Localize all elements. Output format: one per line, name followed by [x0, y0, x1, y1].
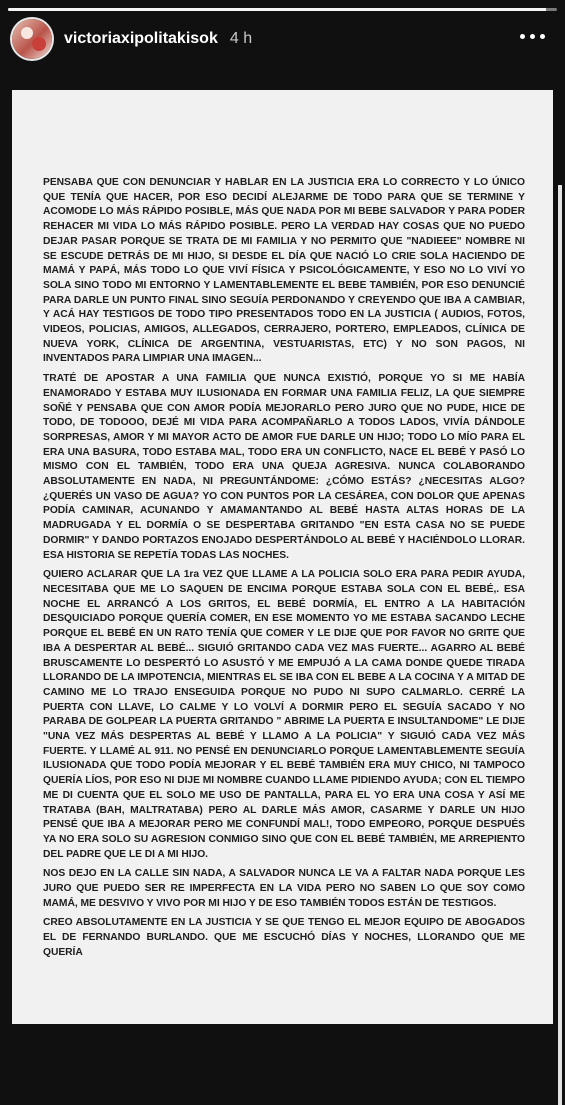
paragraph: TRATÉ DE APOSTAR A UNA FAMILIA QUE NUNCA EXISTIÓ, PORQUE YO SI ME HABÍA ENAMORADO Y ESTABA MUY ILUSIONADA EN FORMAR UNA FAMILIA FELIZ, LA QUE SIEMPRE SOÑÉ Y PENSABA QUE CON AMOR PODÍA MEJORARLO PERO JURO QUE NO PUDE, HICE DE TODO, DE TODOOO, DEJÉ MI VIDA PARA ACOMPAÑARLO A TODOS LADOS, VIVÍA DÁNDOLE SORPRESAS, AMOR Y MI MAYOR ACTO DE AMOR FUE DARLE UN HIJO; TODO LO MÍO PARA EL ERA UNA BASURA, TODO ESTABA MAL, TODO ERA UN CONFLICTO, NACE EL BEBÉ Y PASÓ LO MISMO CON EL TAMBIÉN, TODO ERA UNA QUEJA AGRESIVA. NUNCA COLABORANDO ABSOLUTAMENTE EN NADA, NI PREGUNTÁNDOME: ¿CÓMO ESTÁS? ¿NECESITAS ALGO? ¿QUERÉS UN VASO DE AGUA? YO CON PUNTOS POR LA CESÁREA, CON DOLOR QUE APENAS PODÍA CAMINAR, ACUNANDO Y AMAMANTANDO AL BEBÉ HASTA ALTAS HORAS DE LA MADRUGADA Y EL DORMÍA O SE DESPERTABA GRITANDO "EN ESTA CASA NO SE PUEDE DORMIR" Y DANDO PORTAZOS ENOJADO DESPERTÁNDOLO AL BEBÉ Y HACIÉNDOLO LLORAR. ESA HISTORIA SE REPETÍA TODAS LAS NOCHES.: [43, 373, 525, 561]
paragraph: PENSABA QUE CON DENUNCIAR Y HABLAR EN LA JUSTICIA ERA LO CORRECTO Y LO ÚNICO QUE TENÍA QUE HACER, POR ESO DECIDÍ ALEJARME DE TODO PARA QUE SE TERMINE Y ACOMODE LO MÁS RÁPIDO POSIBLE, MÁS QUE NADA POR MI BEBE SALVADOR Y PARA PODER REHACER MI VIDA LO MÁS RÁPIDO POSIBLE. PERO LA VERDAD HAY COSAS QUE NO PUEDO DEJAR PASAR PORQUE SE TRATA DE MI FAMILIA Y NO PERMITO QUE "NADIEEE" NOMBRE NI SE ESCUDE DETRÁS DE MI HIJO, SI DESDE EL DÍA QUE NACIÓ LO CRIE SOLA HACIENDO DE MAMÁ Y PAPÁ, MÁS TODO LO QUE VIVÍ FÍSICA Y PSICOLÓGICAMENTE, Y ESO NO LO VIVÍ YO SOLA SINO TODO MI ENTORNO Y LAMENTABLEMENTE EL BEBE TAMBIÉN, POR ESO DENUNCIÉ PARA DARLE UN PUNTO FINAL SINO SEGUÍA PERDONANDO Y CREYENDO QUE IBA A CAMBIAR, Y ACÁ HAY TESTIGOS DE TODO TIPO PRESENTADOS TODO EN LA JUSTICIA ( AUDIOS, FOTOS, VIDEOS, POLICIAS, AMIGOS, ALLEGADOS, CERRAJERO, PORTERO, EMPLEADOS, CLÍNICA DE NUEVA YORK, CLÍNICA DE ARGENTINA, VESTUARISTAS, ETC) Y NO SON PAGOS, NI INVENTADOS PARA LIMPIAR UNA IMAGEN...: [43, 177, 525, 365]
story-header: [0, 14, 565, 64]
statement-text: [43, 176, 525, 966]
more-dot: [530, 34, 535, 39]
story-progress-fill: [8, 8, 546, 11]
story-progress-bar: [8, 8, 557, 11]
more-dot: [520, 34, 525, 39]
avatar-detail: [21, 27, 33, 39]
username[interactable]: victoriaxipolitakisok: [64, 30, 218, 47]
story-image: [12, 90, 553, 1024]
paragraph: QUIERO ACLARAR QUE LA 1ra VEZ QUE LLAME A LA POLICIA SOLO ERA PARA PEDIR AYUDA, NECESITABA QUE ME LO SAQUEN DE ENCIMA PORQUE ESTABA SOLA CON EL BEBÉ,. ESA NOCHE EL ARRANCÓ A LOS GRITOS, EL BEBÉ DORMÍA, EL ENTRO A LA HABITACIÓN DESQUICIADO PORQUE QUERÍA COMER, EN ESE MOMENTO YO ME ESTABA SACANDO LECHE PORQUE EL BEBÉ EN UN RATO TENÍA QUE COMER Y LE DIJE QUE POR FAVOR NO GRITE QUE IBA A DESPERTAR AL BEBÉ... SIGUIÓ GRITANDO CADA VEZ MAS FUERTE... AGARRO AL BEBÉ BRUSCAMENTE LO DESPERTÓ LO ASUSTÓ Y ME EMPUJÓ A LA CAMA DONDE QUEDE TIRADA LLORANDO DE LA IMPOTENCIA, MIENTRAS EL SE IBA CON EL BEBE A LA COCINA Y A MITAD DE CAMINO ME LO TRAJO ENSEGUIDA PORQUE NO PUDO NI SUPO CALMARLO. CERRÉ LA PUERTA CON LLAVE, LO CALME Y LO VOLVÍ A DORMIR PERO EL SEGUÍA SACADO Y NO PARABA DE GOLPEAR LA PUERTA GRITANDO " ABRIME LA PUERTA E INSULTANDOME" LE DIJE "UNA VEZ MÁS DESPERTAS AL BEBÉ Y LLAMO A LA POLICIA" Y SIGUIÓ CADA VEZ MÁS FUERTE. Y LLAMÉ AL 911. NO PENSÉ EN DENUNCIARLO PORQUE LAMENTABLEMENTE SEGUÍA ILUSIONADA QUE TODO PODÍA MEJORAR Y EL BEBÉ TAMBIÉN ERA MUY CHICO, NI TAMPOCO QUERÍA LÍOS, POR ESO NI DIJE MI NOMBRE CUANDO LLAME PIDIENDO AYUDA; CON EL TIEMPO ME DI CUENTA QUE EL SOLO ME USO DE PANTALLA, PARA EL YO ERA UNA COSA Y ASÍ ME TRATABA (BAH, MALTRATABA) PERO AL DARLE MÁS AMOR, CASARME Y DARLE UN HIJO PENSÉ QUE IBA A MEJORAR PERO ME CONFUNDÍ MAL!, TODO EMPEORO, PORQUE DESPUÉS YA NO ERA SOLO SU AGRESION CONMIGO SINO QUE CON EL BEBÉ TAMBIÉN, ME ARREPIENTO DEL PADRE QUE LE DI A MI HIJO.: [43, 569, 525, 860]
avatar[interactable]: [12, 19, 52, 59]
more-dot: [540, 34, 545, 39]
more-options-icon[interactable]: [520, 34, 545, 39]
paragraph: CREO ABSOLUTAMENTE EN LA JUSTICIA Y SE QUE TENGO EL MEJOR EQUIPO DE ABOGADOS EL DE FERNANDO BURLANDO. QUE ME ESCUCHÓ DÍAS Y NOCHES, LLORANDO QUE ME QUERÍA: [43, 917, 525, 958]
avatar-detail: [32, 37, 46, 51]
paragraph: NOS DEJO EN LA CALLE SIN NADA, A SALVADOR NUNCA LE VA A FALTAR NADA PORQUE LES JURO QUE PUEDO SER RE IMPERFECTA EN LA VIDA PERO NO SABEN LO QUE SOY COMO MAMÁ, ME DESVIVO Y VIVO POR MI HIJO Y DE ESO TAMBIÉN TODOS ESTÁN DE TESTIGOS.: [43, 868, 525, 909]
post-time: 4 h: [229, 30, 253, 47]
document-edge: [558, 185, 562, 1105]
